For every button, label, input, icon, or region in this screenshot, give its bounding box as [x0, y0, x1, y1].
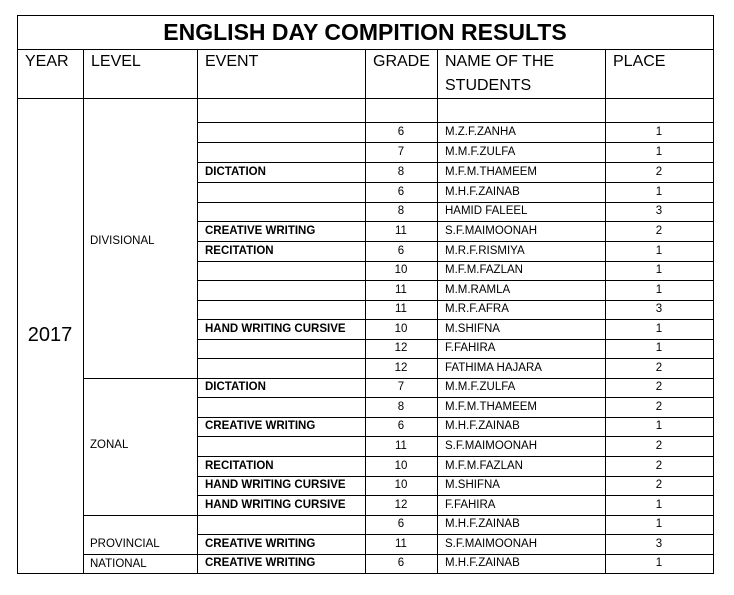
grade-cell: 12 — [394, 499, 408, 511]
level-label: ZONAL — [90, 439, 129, 451]
grade-cell: 6 — [397, 126, 405, 138]
event-cell: CREATIVE WRITING — [205, 557, 316, 569]
level-label: DIVISIONAL — [90, 235, 155, 247]
grade-cell: 11 — [395, 303, 407, 315]
event-cell: CREATIVE WRITING — [205, 538, 316, 550]
place-cell: 2 — [655, 401, 663, 413]
student-name-cell: M.H.F.ZAINAB — [445, 518, 520, 530]
student-name-cell: M.H.F.ZAINAB — [445, 557, 520, 569]
header-place: PLACE — [613, 53, 666, 70]
student-name-cell: M.R.F.RISMIYA — [445, 245, 525, 257]
student-name-cell: M.F.M.FAZLAN — [445, 264, 523, 276]
grade-cell: 11 — [395, 440, 407, 452]
year-value: 2017 — [27, 324, 73, 346]
student-name-cell: HAMID FALEEL — [445, 205, 528, 217]
header-grade: GRADE — [373, 53, 430, 70]
grade-cell: 6 — [397, 245, 405, 257]
event-cell — [205, 515, 363, 534]
student-name-cell: M.SHIFNA — [445, 323, 500, 335]
place-cell: 2 — [655, 166, 663, 178]
header-event: EVENT — [205, 53, 259, 70]
event-cell — [205, 182, 363, 202]
event-cell: CREATIVE WRITING — [205, 225, 316, 237]
grade-cell: 11 — [395, 284, 407, 296]
place-cell: 3 — [655, 205, 663, 217]
event-cell: CREATIVE WRITING — [205, 420, 316, 432]
event-cell — [205, 358, 363, 378]
grade-cell: 10 — [394, 479, 408, 491]
student-name-cell: M.F.M.FAZLAN — [445, 460, 523, 472]
grade-cell: 7 — [397, 146, 405, 158]
place-cell: 2 — [655, 479, 663, 491]
place-cell: 1 — [655, 126, 663, 138]
place-cell: 1 — [655, 342, 663, 354]
student-name-cell: M.M.F.ZULFA — [445, 146, 516, 158]
grade-cell: 8 — [397, 205, 405, 217]
grade-cell: 10 — [394, 264, 408, 276]
event-cell — [205, 98, 363, 122]
student-name-cell: M.M.F.ZULFA — [445, 381, 516, 393]
student-name-cell: S.F.MAIMOONAH — [445, 538, 538, 550]
table-border-right — [713, 15, 714, 574]
student-name-cell: M.F.M.THAMEEM — [445, 166, 537, 178]
event-cell — [205, 397, 363, 417]
place-cell: 1 — [655, 499, 663, 511]
event-cell — [205, 280, 363, 300]
place-cell: 2 — [655, 381, 663, 393]
place-cell: 1 — [655, 557, 663, 569]
event-cell — [205, 339, 363, 358]
event-cell — [205, 142, 363, 162]
header-level: LEVEL — [91, 53, 141, 70]
student-name-cell: M.F.M.THAMEEM — [445, 401, 537, 413]
header-year: YEAR — [25, 53, 69, 70]
student-name-cell: F.FAHIRA — [445, 342, 496, 354]
student-name-cell — [445, 98, 603, 122]
place-cell: 1 — [655, 420, 663, 432]
place-cell: 2 — [655, 362, 663, 374]
event-cell — [205, 436, 363, 456]
grade-cell — [365, 98, 437, 122]
page-title: ENGLISH DAY COMPITION RESULTS — [163, 19, 567, 45]
place-cell: 1 — [655, 323, 663, 335]
grade-cell: 12 — [394, 362, 408, 374]
place-cell: 1 — [655, 264, 663, 276]
student-name-cell: S.F.MAIMOONAH — [445, 225, 538, 237]
place-cell: 1 — [655, 245, 663, 257]
grade-cell: 6 — [397, 186, 405, 198]
place-cell: 2 — [655, 225, 663, 237]
event-cell: HAND WRITING CURSIVE — [205, 479, 346, 491]
student-name-cell: M.H.F.ZAINAB — [445, 420, 520, 432]
grade-cell: 10 — [394, 460, 408, 472]
event-cell: RECITATION — [205, 245, 274, 257]
place-cell: 1 — [655, 518, 663, 530]
place-cell: 3 — [655, 538, 663, 550]
place-cell: 1 — [655, 186, 663, 198]
header-name: NAME OF THE STUDENTS — [445, 53, 555, 94]
grade-cell: 6 — [397, 420, 405, 432]
level-divider — [83, 515, 197, 516]
grade-cell: 6 — [397, 518, 405, 530]
student-name-cell: FATHIMA HAJARA — [445, 362, 542, 374]
place-cell: 3 — [655, 303, 663, 315]
level-divider — [83, 378, 197, 379]
grade-cell: 6 — [397, 557, 405, 569]
level-label: PROVINCIAL — [90, 538, 160, 550]
student-name-cell: M.M.RAMLA — [445, 284, 511, 296]
event-cell: DICTATION — [205, 381, 266, 393]
event-cell: DICTATION — [205, 166, 266, 178]
student-name-cell: M.H.F.ZAINAB — [445, 186, 520, 198]
event-cell — [205, 261, 363, 280]
place-cell: 2 — [655, 460, 663, 472]
student-name-cell: F.FAHIRA — [445, 499, 496, 511]
event-cell — [205, 300, 363, 319]
place-cell — [605, 98, 713, 122]
event-cell: RECITATION — [205, 460, 274, 472]
student-name-cell: S.F.MAIMOONAH — [445, 440, 538, 452]
student-name-cell: M.Z.F.ZANHA — [445, 126, 516, 138]
column-divider — [83, 49, 84, 573]
event-cell — [205, 122, 363, 142]
grade-cell: 11 — [395, 538, 407, 550]
event-cell — [205, 202, 363, 221]
grade-cell: 8 — [397, 401, 405, 413]
event-cell: HAND WRITING CURSIVE — [205, 323, 346, 335]
grade-cell: 8 — [397, 166, 405, 178]
place-cell: 1 — [655, 284, 663, 296]
place-cell: 2 — [655, 440, 663, 452]
grade-cell: 11 — [395, 225, 407, 237]
event-cell: HAND WRITING CURSIVE — [205, 499, 346, 511]
grade-cell: 12 — [394, 342, 408, 354]
grade-cell: 10 — [394, 323, 408, 335]
level-label: NATIONAL — [90, 558, 147, 570]
student-name-cell: M.R.F.AFRA — [445, 303, 509, 315]
place-cell: 1 — [655, 146, 663, 158]
student-name-cell: M.SHIFNA — [445, 479, 500, 491]
grade-cell: 7 — [397, 381, 405, 393]
